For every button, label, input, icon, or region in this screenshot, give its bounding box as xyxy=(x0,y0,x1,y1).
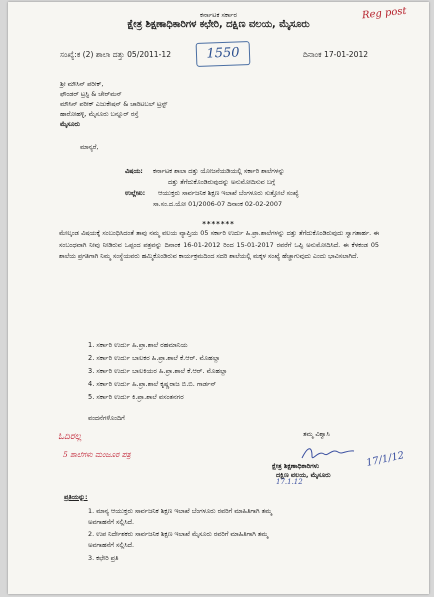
copy-item: ಅವಗಾಹನೆಗೆ ಸಲ್ಲಿಸಿದೆ. xyxy=(88,541,135,549)
reference-line: ಆಯುಕ್ತರು ಸಾರ್ವಜನಿಕ ಶಿಕ್ಷಣ ಇಲಾಖೆ ಬೆಂಗಳೂರು ಸುತ್ತೋಲೆ ಸಂಖ್ಯೆ xyxy=(158,189,299,197)
yours-faithfully: ತಮ್ಮ ವಿಶ್ವಾಸಿ xyxy=(303,430,330,438)
reference-label: ಉಲ್ಲೇಖ: xyxy=(125,189,146,197)
recipient-line: ಹಾರೋಹಳ್ಳಿ, ಮೈಸೂರು ಬನ್ನೂರ್ ರಸ್ತೆ xyxy=(60,110,139,118)
reference-line: ಸಾ.ಸಂ.ದ.ಯೋ 01/2006-07 ದಿನಾಂಕ 02-02-2007 xyxy=(153,200,283,208)
signatory-title: ಕ್ಷೇತ್ರ ಶಿಕ್ಷಣಾಧಿಕಾರಿಗಳು xyxy=(272,462,320,470)
reference-number: ಸಂಖ್ಯೆ:ಕ (2) ಶಾಲಾ ದತ್ತು 05/2011-12 xyxy=(60,50,172,59)
copy-item: 1. ಮಾನ್ಯ ಆಯುಕ್ತರು ಸಾರ್ವಜನಿಕ ಶಿಕ್ಷಣ ಇಲಾಖೆ ಬೆಂಗಳೂರು ರವರಿಗೆ ಮಾಹಿತಿಗಾಗಿ ತಮ್ಮ xyxy=(88,507,272,515)
separator-stars: ******* xyxy=(202,220,235,228)
closing-greeting: ವಂದನೆಗಳೊಂದಿಗೆ xyxy=(88,414,125,422)
letter-page xyxy=(8,2,429,594)
recipient-line: ಫೌಂಡರ್ ಟ್ರಸ್ಟಿ & ಚೇರ್‌ಮನ್ xyxy=(60,90,122,98)
recipient-line: ಶ್ರೀ ಮೌಸಿನ್ ಪರೀಕ್, xyxy=(60,80,104,88)
office-title: ಕ್ಷೇತ್ರ ಶಿಕ್ಷಣಾಧಿಕಾರಿಗಳ ಕಛೇರಿ, ದಕ್ಷಿಣ ವಲಯ, ಮೈಸೂರು xyxy=(127,19,310,30)
subject-label: ವಿಷಯ: xyxy=(125,167,143,175)
copy-item: ಅವಗಾಹನೆಗೆ ಸಲ್ಲಿಸಿದೆ. xyxy=(88,518,135,526)
copy-item: 2. ಉಪ ನಿರ್ದೇಶಕರು ಸಾರ್ವಜನಿಕ ಶಿಕ್ಷಣ ಇಲಾಖೆ ಮೈಸೂರು ರವರಿಗೆ ಮಾಹಿತಿಗಾಗಿ ತಮ್ಮ xyxy=(88,530,269,538)
school-item: 1. ಸರ್ಕಾರಿ ಉರ್ದು ಹಿ.ಪ್ರಾ.ಶಾಲೆ ರಹಮಾನಿಯ xyxy=(88,341,188,349)
govt-header: ಕರ್ನಾಟಕ ಸರ್ಕಾರ xyxy=(200,11,237,19)
handwritten-annotation: ಓದಿರಲ್ಲ xyxy=(58,432,82,442)
handwritten-initial-date: 17.1.12 xyxy=(276,478,303,486)
letter-date: ದಿನಾಂಕ 17-01-2012 xyxy=(303,50,369,59)
handwritten-date: 17/1/12 xyxy=(365,450,406,469)
body-paragraph: ಮೇಲ್ಕಂಡ ವಿಷಯಕ್ಕೆ ಸಂಬಂಧಿಸಿದಂತೆ ತಾವು ನಮ್ಮ ವಲಯ ವ್ಯಾಪ್ತಿಯ 05 ಸರ್ಕಾರಿ ಉರ್ದು ಹಿ.ಪ್ರಾ.ಶಾಲೆಗಳನ್ನು ದತ್ತು ತೆಗೆದುಕೊಂಡಿರುವುದು ಸ್ವಾಗತಾರ್ಹ. ಈ ಸಂಬಂಧವಾಗಿ ನೀವು ನೀಡಿರುವ ಒಪ್ಪಂದ ಪತ್ರವನ್ನು ದಿನಾಂಕ 16-01-2012 ರಿಂದ 15-01-2017 ರವರೆಗೆ ಒಪ್ಪಿ ಅನುಮೋದಿಸಿದೆ. ಈ ಕೆಳಕಂಡ 05 ಶಾಲೆಯ ಪ್ರಗತಿಗಾಗಿ ನಿಮ್ಮ ಸಂಸ್ಥೆಯವರು ಹಮ್ಮಿಕೊಂಡಿರುವ ಕಾರ್ಯಕ್ರಮದಿಂದ ಸದರಿ ಶಾಲೆಯಲ್ಲಿ ಮಕ್ಕಳ ಸಂಖ್ಯೆ ಹೆಚ್ಚಾಗುವುದು ಎಂದು ಭಾವಿಸಲಾಗಿದೆ. xyxy=(59,229,379,260)
signatory-office: ದಕ್ಷಿಣ ವಲಯ, ಮೈಸೂರು xyxy=(276,471,331,479)
school-item: 3. ಸರ್ಕಾರಿ ಉರ್ದು ಬಾಲಕಿಯರ ಹಿ.ಪ್ರಾ.ಶಾಲೆ ಕೆ.ಆರ್. ಮೊಹಲ್ಲಾ xyxy=(88,367,228,375)
recipient-city: ಮೈಸೂರು xyxy=(60,120,80,128)
subject-line: ದತ್ತು ತೆಗೆದುಕೊಂಡಿರುವುದನ್ನು ಅನುಮೋದಿಸುವ ಬಗ್ಗೆ xyxy=(168,178,276,186)
inward-number-box: 1550 xyxy=(196,41,251,67)
salutation: ಮಾನ್ಯರೆ, xyxy=(80,143,99,151)
subject-line: ಕರ್ನಾಟಕ ಶಾಲಾ ದತ್ತು ಯೋಜನೆಯಡಿಯಲ್ಲಿ ಸರ್ಕಾರಿ ಶಾಲೆಗಳನ್ನು xyxy=(153,167,285,175)
handwritten-annotation: 5 ಶಾಲೆಗಳು ಮಂಜೂರ ಪತ್ರ xyxy=(63,450,131,459)
copies-label: ಪ್ರತಿಯನ್ನು: xyxy=(64,493,88,501)
school-item: 4. ಸರ್ಕಾರಿ ಉರ್ದು ಹಿ.ಪ್ರಾ.ಶಾಲೆ ಕೃಷ್ಣರಾಜ ಬಿ.ಬಿ. ಗಾರ್ಡನ್ xyxy=(88,380,217,388)
school-item: 5. ಸರ್ಕಾರಿ ಉರ್ದು ಕಿ.ಪ್ರಾ.ಶಾಲೆ ವಸಂತನಗರ xyxy=(88,393,184,401)
school-item: 2. ಸರ್ಕಾರಿ ಉರ್ದು ಬಾಲಕರ ಹಿ.ಪ್ರಾ.ಶಾಲೆ ಕೆ.ಆರ್. ಮೊಹಲ್ಲಾ xyxy=(88,354,221,362)
copy-item: 3. ಕಛೇರಿ ಪ್ರತಿ xyxy=(88,554,119,562)
reg-post-note: Reg post xyxy=(361,5,408,22)
school-list xyxy=(88,341,227,406)
recipient-line: ಮೌಸಿನ್ ಪರೀಕ್ ಎಜುಕೇಷನ್ & ಚಾರಿಟಬಲ್ ಟ್ರಸ್ಟ್ xyxy=(60,100,168,108)
